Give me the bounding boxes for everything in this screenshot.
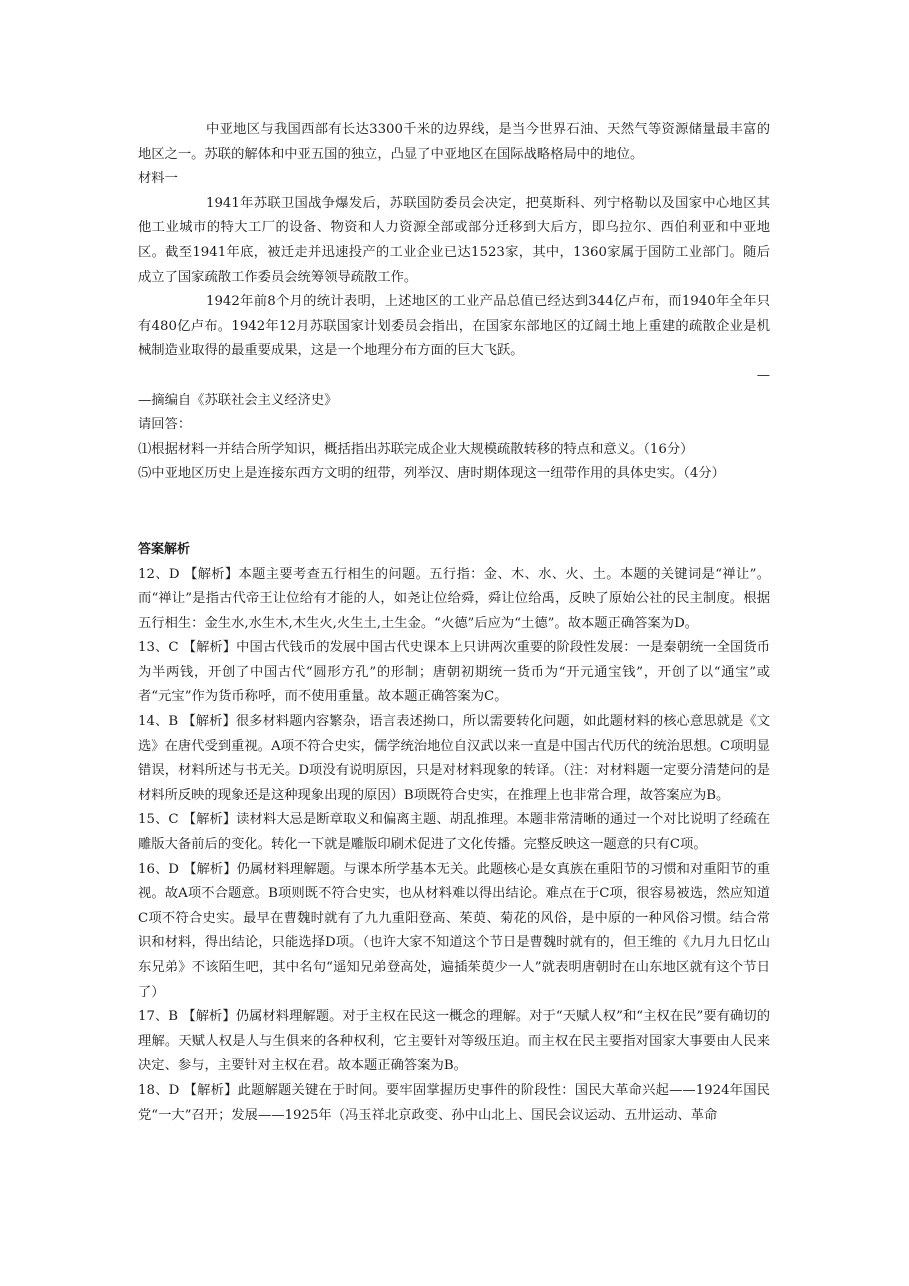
question-2: ⑸中亚地区历史上是连接东西方文明的纽带，列举汉、唐时期体现这一纽带作用的具体史实。（4分） [138,466,725,482]
source-dash: — [756,367,770,383]
document-page [138,118,770,1128]
answers-title: 答案解析 [138,541,191,557]
answer-item-15: 15、C 【解析】读材料大忌是断章取义和偏离主题、胡乱推理。本题非常清晰的通过一个对比说明了经疏在雕版大备前后的变化。转化一下就是雕版印刷术促进了文化传播。完整反映这一题意的只有C项。 [138,812,770,853]
answer-item-13: 13、C 【解析】中国古代钱币的发展中国古代史课本上只讲两次重要的阶段性发展：一是秦朝统一全国货币为半两钱，开创了中国古代“圆形方孔”的形制；唐朝初期统一货币为“开元通宝钱”，开创了以“通宝”或者“元宝”作为货币称呼，而不使用重量。故本题正确答案为C。 [138,640,770,705]
answer-item-14: 14、B 【解析】很多材料题内容繁杂，语言表述拗口，所以需要转化问题，如此题材料的核心意思就是《文选》在唐代受到重视。A项不符合史实，儒学统治地位自汉武以来一直是中国古代历代的统治思想。C项明显错误，材料所述与书无关。D项没有说明原因，只是对材料现象的转译。（注：对材料题一定要分清楚问的是材料所反映的现象还是这种现象出现的原因）B项既符合史实，在推理上也非常合理，故答案应为B。 [138,714,770,803]
answer-item-17: 17、B 【解析】仍属材料理解题。对于主权在民这一概念的理解。对于“天赋人权”和“主权在民”要有确切的理解。天赋人权是人与生俱来的各种权利，它主要针对等级压迫。而主权在民主要指对国家大事要由人民来决定、参与，主要针对主权在君。故本题正确答案为B。 [138,1009,770,1074]
question-prompt: 请回答： [138,417,192,433]
section-gap [138,487,770,538]
answer-item-18: 18、D 【解析】此题解题关键在于时间。要牢固掌握历史事件的阶段性：国民大革命兴起——1924年国民党“一大”召开；发展——1925年（冯玉祥北京政变、孙中山北上、国民会议运动、五卅运动、革命 [138,1082,770,1123]
material-paragraph-2: 1942年前8个月的统计表明，上述地区的工业产品总值已经达到344亿卢布，而1940年全年只有480亿卢布。1942年12月苏联国家计划委员会指出，在国家东部地区的辽阔土地上重建的疏散企业是机械制造业取得的最重要成果，这是一个地理分布方面的巨大飞跃。 [138,294,770,359]
material-source: —摘编自《苏联社会主义经济史》 [138,392,338,408]
material-paragraph-1: 1941年苏联卫国战争爆发后，苏联国防委员会决定，把莫斯科、列宁格勒以及国家中心地区其他工业城市的特大工厂的设备、物资和人力资源全部或部分迁移到大后方，即乌拉尔、西伯利亚和中亚地区。截至1941年底，被迁走并迅速投产的工业企业已达1523家，其中，1360家属于国防工业部门。随后成立了国家疏散工作委员会统筹领导疏散工作。 [138,195,770,285]
answer-item-16: 16、D 【解析】仍属材料理解题。与课本所学基本无关。此题核心是女真族在重阳节的习惯和对重阳节的重视。故A项不合题意。B项则既不符合史实，也从材料难以得出结论。难点在于C项，很容易被选，然应知道C项不符合史实。最早在曹魏时就有了九九重阳登高、茱萸、菊花的风俗，是中原的一种风俗习惯。结合常识和材料，得出结论，只能选择D项。（也许大家不知道这个节日是曹魏时就有的，但王维的《九月九日忆山东兄弟》不该陌生吧，其中名句“遥知兄弟登高处，遍插茱萸少一人”就表明唐朝时在山东地区就有这个节日了） [138,861,770,1000]
answer-item-12: 12、D 【解析】本题主要考查五行相生的问题。五行指：金、木、水、火、土。本题的关键词是“禅让”。而“禅让”是指古代帝王让位给有才能的人，如尧让位给舜，舜让位给禹，反映了原始公社的民主制度。根据五行相生：金生水,水生木,木生火,火生土,土生金。“火德”后应为“土德”。故本题正确答案为D。 [138,566,770,631]
material-label: 材料一 [138,171,178,187]
material-intro: 中亚地区与我国西部有长达3300千米的边界线，是当今世界石油、天然气等资源储量最丰富的地区之一。苏联的解体和中亚五国的独立，凸显了中亚地区在国际战略格局中的地位。 [138,122,770,162]
question-1: ⑴根据材料一并结合所学知识，概括指出苏联完成企业大规模疏散转移的特点和意义。（16分） [138,441,694,457]
